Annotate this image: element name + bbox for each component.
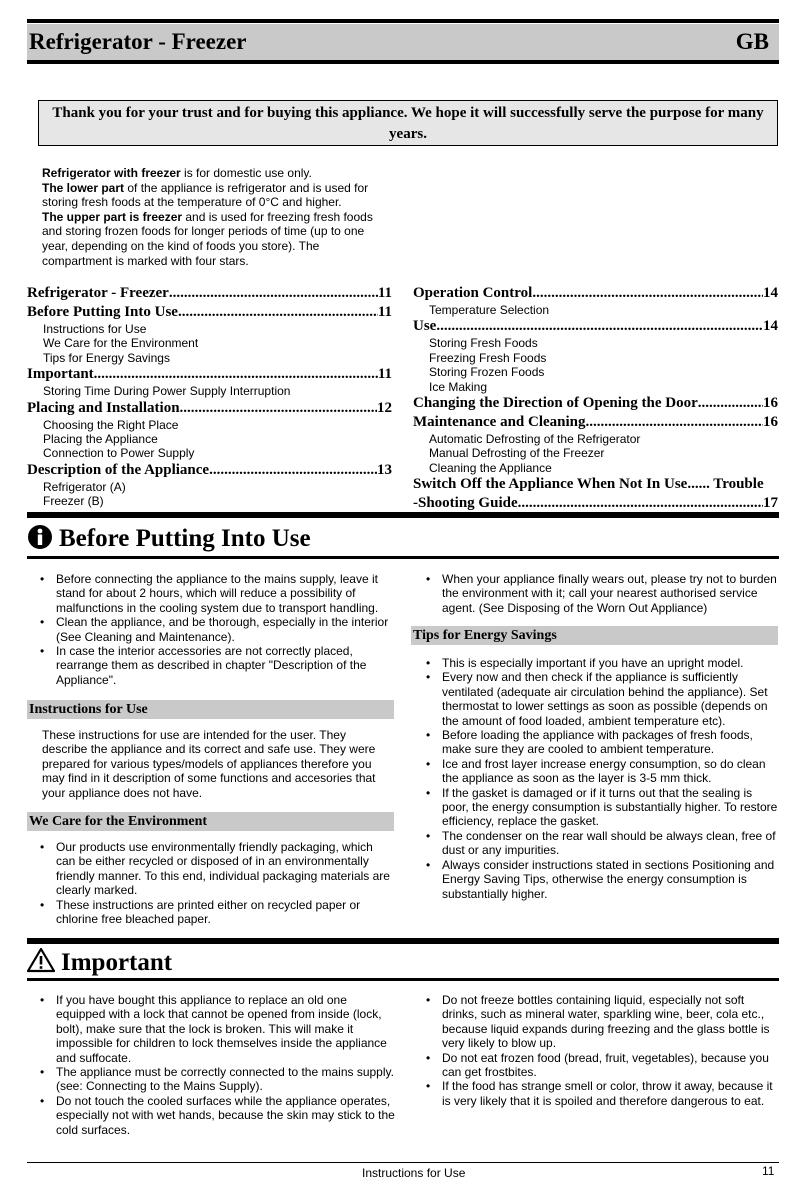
list-item: • If the gasket is damaged or if it turns out that the sealing is poor, the energy consumption is substantially higher. To restore efficiency, replace the gasket. [416, 786, 780, 829]
toc-entry[interactable]: Description of the Appliance ..... 13 [27, 461, 392, 480]
section-title-before-use: Before Putting Into Use [59, 524, 311, 552]
toc-entry[interactable]: Operation Control ..... 14 [413, 284, 778, 303]
section-divider-important [27, 938, 779, 944]
list-item: • Do not touch the cooled surfaces while the appliance operates, especially not with wet hands, because the skin may stick to the cold surfaces. [30, 1094, 396, 1137]
intro-line: Refrigerator with freezer is for domestic use only. [42, 166, 312, 180]
toc-subentry[interactable]: Temperature Selection [429, 303, 550, 317]
list-item: • The appliance must be correctly connected to the mains supply. (see: Connecting to the Mains Supply). [30, 1065, 396, 1094]
list-item: • Do not freeze bottles containing liquid, especially not soft drinks, such as mineral water, sparkling wine, beer, cola etc., because liquid expands during freezing and the glass bottle is very likely to blow up. [416, 993, 778, 1051]
toc-subentry[interactable]: Cleaning the Appliance [429, 460, 552, 475]
list-item: • If the food has strange smell or color, throw it away, because it is very likely that it is spoiled and therefore dangerous to eat. [416, 1079, 778, 1108]
toc-entry[interactable]: Important ..... 11 [27, 365, 392, 384]
instructions-for-use-text: These instructions for use are intended for the user. They describe the appliance and its correct and safe use. They were prepared for various types/models of appliances therefore you may find in it description of some functions and accesories that your appliance does not have. [42, 728, 376, 800]
list-item: • Our products use environmentally friendly packaging, which can be either recycled or disposed of in an environmentally friendly manner. To this end, individual packaging materials are clearly marked. [30, 840, 392, 898]
toc-subentry[interactable]: Choosing the Right Place [43, 417, 179, 432]
list-item: • This is especially important if you have an upright model. [416, 656, 780, 670]
list-item: • When your appliance finally wears out, please try not to burden the environment with it; call your nearest authorised service agent. (See Disposing of the Worn Out Appliance) [416, 572, 778, 615]
list-item: • Every now and then check if the appliance is sufficiently ventilated (adequate air circulation behind the appliance). Set thermostat to lower settings as soon as possible (depends on the amount of food loaded, ambient temperature etc). [416, 670, 780, 728]
section-heading-before-use [27, 522, 779, 555]
toc-subentry[interactable]: Refrigerator (A) [43, 479, 126, 494]
list-item: • If you have bought this appliance to replace an old one equipped with a lock that cannot be opened from inside (lock, bolt), make sure that the lock is broken. This will make it impossible for children to lock themselves inside the appliance and suffocate. [30, 993, 396, 1065]
section-title-important: Important [61, 948, 173, 976]
subhead-instructions-for-use: Instructions for Use [27, 700, 394, 719]
header-top-rule [27, 19, 779, 23]
header-bottom-rule [27, 60, 779, 64]
toc-subentry[interactable]: Storing Fresh Foods [429, 336, 538, 351]
intro-text [42, 166, 392, 268]
energy-savings-list [416, 656, 780, 901]
list-item: • Before connecting the appliance to the mains supply, leave it stand for about 2 hours, which will reduce a possibility of malfunctions in the cooling system due to transport handling. [30, 572, 396, 615]
toc-subentry[interactable]: We Care for the Environment [43, 336, 199, 351]
toc-subentry[interactable]: Storing Time During Power Supply Interruption [43, 384, 291, 399]
environment-list [30, 840, 392, 926]
toc-subentry[interactable]: Manual Defrosting of the Freezer [429, 446, 605, 461]
toc-entry[interactable]: Changing the Direction of Opening the Door ..... 16 [413, 394, 778, 413]
list-item: • Ice and frost layer increase energy consumption, so do clean the appliance as soon as the layer is 3-5 mm thick. [416, 757, 780, 786]
toc-entry[interactable]: Refrigerator - Freezer ..... 11 [27, 284, 392, 303]
list-item: • These instructions are printed either on recycled paper or chlorine free bleached paper. [30, 898, 392, 927]
toc-subentry[interactable]: Freezing Fresh Foods [429, 350, 547, 365]
intro-line: The lower part of the appliance is refrigerator and is used for storing fresh foods at the temperature of 0°C and higher. [42, 180, 369, 210]
toc-entry[interactable]: Placing and Installation ..... 12 [27, 399, 392, 418]
toc-entry[interactable]: Before Putting Into Use ..... 11 [27, 303, 392, 322]
list-item: • Do not eat frozen food (bread, fruit, vegetables), because you can get frostbites. [416, 1051, 778, 1080]
footer-rule [27, 1162, 779, 1163]
info-icon [27, 524, 53, 555]
important-right-list [416, 993, 778, 1108]
subhead-energy-savings: Tips for Energy Savings [411, 626, 778, 645]
before-use-right-list [416, 572, 778, 615]
toc-entry[interactable]: Maintenance and Cleaning ..... 16 [413, 413, 778, 432]
section-underline-important [27, 978, 779, 981]
section-divider-before-use [27, 512, 779, 518]
toc-right-column [413, 284, 778, 513]
warning-icon [27, 947, 55, 978]
footer-label: Instructions for Use [362, 1166, 466, 1180]
intro-line: The upper part is freezer and is used for freezing fresh foods and storing frozen foods for longer periods of time (up to one year, depending on the kind of foods you store). The compartment is marked with four stars. [42, 209, 373, 268]
toc-subentry[interactable]: Storing Frozen Foods [429, 365, 545, 380]
thank-you-box: Thank you for your trust and for buying this appliance. We hope it will successfully serve the purpose for many years. [38, 100, 778, 146]
list-item: • Before loading the appliance with packages of fresh foods, make sure they are cooled to ambient temperature. [416, 728, 780, 757]
page-header [27, 24, 779, 60]
important-left-list [30, 993, 396, 1137]
toc-entry-trouble-shooting[interactable]: -Shooting Guide ..... 17 [413, 494, 778, 513]
toc-subentry[interactable]: Tips for Energy Savings [43, 350, 170, 365]
list-item: • In case the interior accessories are not correctly placed, rearrange them as described in chapter "Description of the Appliance". [30, 644, 396, 687]
list-item: • Clean the appliance, and be thorough, especially in the interior (See Cleaning and Maintenance). [30, 615, 396, 644]
toc-subentry[interactable]: Ice Making [429, 379, 488, 394]
toc-entry-switch-off[interactable]: Switch Off the Appliance When Not In Use...... Trouble [413, 476, 764, 493]
toc-subentry[interactable]: Automatic Defrosting of the Refrigerator [429, 432, 641, 447]
list-item: • Always consider instructions stated in sections Positioning and Energy Saving Tips, otherwise the energy consumption is substantially higher. [416, 858, 780, 901]
list-item: • The condenser on the rear wall should be always clean, free of dust or any impurities. [416, 829, 780, 858]
before-use-list [30, 572, 396, 687]
toc-subentry[interactable]: Placing the Appliance [43, 432, 158, 447]
toc-entry[interactable]: Use ..... 14 [413, 317, 778, 336]
toc-subentry[interactable]: Instructions for Use [43, 322, 147, 336]
toc-subentry[interactable]: Freezer (B) [43, 494, 104, 509]
section-heading-important [27, 947, 779, 978]
header-language: GB [735, 29, 769, 54]
page-number: 11 [762, 1164, 775, 1178]
toc-subentry[interactable]: Connection to Power Supply [43, 446, 195, 461]
header-title: Refrigerator - Freezer [29, 29, 247, 54]
section-underline-before-use [27, 556, 779, 559]
toc-left-column [27, 284, 392, 509]
subhead-environment: We Care for the Environment [27, 812, 394, 831]
